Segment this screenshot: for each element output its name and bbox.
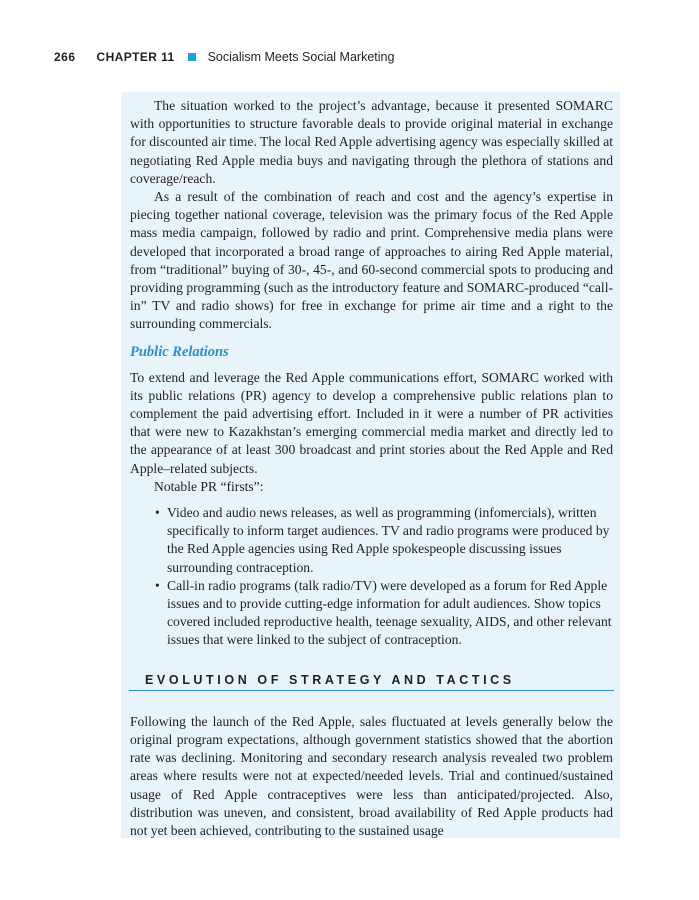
section-heading: EVOLUTION OF STRATEGY AND TACTICS (129, 672, 614, 691)
running-title: Socialism Meets Social Marketing (207, 50, 395, 64)
subheading-public-relations: Public Relations (130, 343, 229, 360)
page-number: 266 (54, 50, 76, 64)
paragraph-3: To extend and leverage the Red Apple communications effort, SOMARC worked with its public relations (PR) agency to develop a comprehensive public relations plan to complement the paid advertising effort. Included in it were a number of PR activities that were new to Kazakhstan’s emerging commercial media market and directly led to the appearance of at least 300 broadcast and print stories about the Red Apple and Red Apple–related subjects. (130, 369, 613, 476)
list-item: • Video and audio news releases, as well as programming (infomercials), written specifically to inform target audiences. TV and radio programs were produced by the Red Apple agencies using Red Apple spokespeople discussing issues surrounding contraception. (167, 504, 613, 577)
list-item: • Call-in radio programs (talk radio/TV) were developed as a forum for Red Apple issues and to provide cutting-edge information for adult audiences. Show topics covered included reproductive health, teenage sexuality, AIDS, and other relevant issues that were linked to the subject of contraception. (167, 577, 613, 650)
paragraph-4: Notable PR “firsts”: (154, 478, 264, 494)
page-body (130, 97, 613, 840)
pr-firsts-list (130, 504, 613, 650)
paragraph-1: The situation worked to the project’s advantage, because it presented SOMARC with opportunities to structure favorable deals to provide original material in exchange for discounted air time. The local Red Apple advertising agency was especially skilled at negotiating Red Apple media buys and navigating through the plethora of stations and coverage/reach. (130, 98, 613, 186)
paragraph-2: As a result of the combination of reach and cost and the agency’s expertise in piecing together national coverage, television was the primary focus of the Red Apple mass media campaign, followed by radio and print. Comprehensive media plans were developed that incorporated a broad range of approaches to airing Red Apple material, from “traditional” buying of 30-, 45-, and 60-second commercial spots to producing and providing programming (such as the introductory feature and SOMARC-produced “call-in” TV and radio shows) for free in exchange for prime air time and a right to the surrounding commercials. (130, 189, 613, 332)
paragraph-5: Following the launch of the Red Apple, sales fluctuated at levels generally below the original program expectations, although government statistics showed that the abortion rate was declining. Monitoring and secondary research analysis revealed two problem areas where results were not at expected/needed levels. Trial and continued/sustained usage of Red Apple contraceptives were less than anticipated/projected. Also, distribution was uneven, and consistent, broad availability of Red Apple products had not yet been achieved, contributing to the sustained usage (130, 713, 613, 838)
header-square-icon (188, 53, 196, 61)
running-header (54, 47, 394, 67)
chapter-label: CHAPTER 11 (96, 50, 175, 64)
